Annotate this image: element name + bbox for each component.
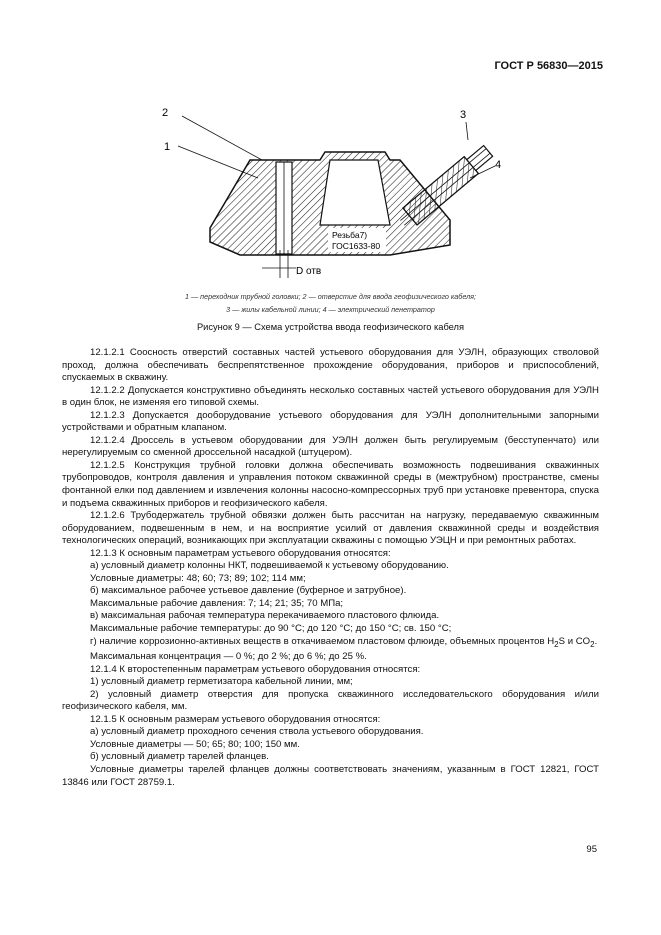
paragraph-g: г) наличие коррозионно-активных веществ в откачиваемом пластовом флюиде, объемных процентов $H_2S$ и $CO_2$. bbox=[90, 635, 598, 649]
thread-label-1: Резьба7) bbox=[332, 230, 368, 240]
paragraph: 12.1.2.2 Допускается конструктивно объединять несколько составных частей устьевого оборудования для УЭЛН в один блок, не изменяя его типовой схемы. bbox=[62, 384, 599, 409]
paragraph: 12.1.2.3 Допускается дооборудование устьевого оборудования для УЭЛН дополнительными запорными устройствами и обратным клапаном. bbox=[62, 409, 599, 434]
wellhead-diagram bbox=[150, 100, 510, 280]
paragraph: Максимальные рабочие температуры: до 90 °С; до 120 °С; до 150 °С; св. 150 °С; bbox=[90, 623, 452, 635]
paragraph: 12.1.2.5 Конструкция трубной головки должна обеспечивать возможность подвешивания скважинных трубопроводов, контроля давления и управления потоком скважинной среды в (межтрубном) пространстве, смены фонтанной елки под давлением и извлечения колонны насосно-компрессорных труб при установке превентора, спуска и подъема скважинных приборов и геофизического кабеля. bbox=[62, 459, 599, 509]
paragraph: б) условный диаметр тарелей фланцев. bbox=[90, 751, 269, 763]
paragraph: б) максимальное рабочее устьевое давление (буферное и затрубное). bbox=[90, 585, 407, 597]
paragraph: Условные диаметры — 50; 65; 80; 100; 150 мм. bbox=[90, 738, 300, 750]
callout-4: 4 bbox=[495, 159, 502, 171]
paragraph: Условные диаметры тарелей фланцев должны соответствовать значениям, указанным в ГОСТ 12821, ГОСТ 13846 или ГОСТ 28759.1. bbox=[62, 763, 599, 788]
paragraph: а) условный диаметр колонны НКТ, подвешиваемой к устьевому оборудованию. bbox=[90, 560, 449, 572]
paragraph: а) условный диаметр проходного сечения ствола устьевого оборудования. bbox=[90, 726, 424, 738]
body-text bbox=[62, 347, 599, 789]
figure-caption: Рисунок 9 — Схема устройства ввода геофизического кабеля bbox=[196, 322, 464, 332]
central-bore bbox=[320, 160, 390, 225]
callout-3: 3 bbox=[460, 109, 467, 121]
paragraph: 2) условный диаметр отверстия для пропуска скважинного исследовательского оборудования и/или геофизического кабеля, мм. bbox=[62, 688, 599, 713]
paragraph: Максимальная концентрация — 0 %; до 2 %; до 6 %; до 25 %. bbox=[90, 651, 367, 663]
paragraph: Максимальные рабочие давления: 7; 14; 21; 35; 70 МПа; bbox=[90, 597, 344, 609]
paragraph: 12.1.3 К основным параметрам устьевого оборудования относятся: bbox=[90, 547, 391, 559]
dimension-label: D отв bbox=[296, 266, 322, 277]
callout-1: 1 bbox=[164, 141, 171, 153]
paragraph: 12.1.2.4 Дроссель в устьевом оборудовании для УЭЛН должен быть регулируемым (бесступенчато) или нерегулируемым со сменной дроссельной насадкой (штуцером). bbox=[62, 434, 599, 459]
thread-label-2: ГОС1633-80 bbox=[332, 241, 381, 251]
paragraph: 1) условный диаметр герметизатора кабельной линии, мм; bbox=[90, 676, 353, 688]
paragraph: 12.1.2.6 Трубодержатель трубной обвязки должен быть рассчитан на нагрузку, передаваемую скважинным оборудованием, подвешенным в нем, и на восприятие усилий от давления скважинной среды и воздействия технологических операций, возникающих при эксплуатации скважины с помощью УЭЦН и при ремонтных работах. bbox=[62, 510, 599, 547]
paragraph: 12.1.4 К второстепенным параметрам устьевого оборудования относятся: bbox=[90, 663, 421, 675]
page-number: 95 bbox=[586, 844, 597, 855]
paragraph: 12.1.5 К основным размерам устьевого оборудования относятся: bbox=[90, 713, 381, 725]
callout-2: 2 bbox=[162, 107, 169, 119]
figure-legend-line-2: 3 — жилы кабельной линии; 4 — электрический пенетратор bbox=[226, 305, 435, 314]
paragraph: Условные диаметры: 48; 60; 73; 89; 102; 114 мм; bbox=[90, 572, 306, 584]
document-header: ГОСТ Р 56830—2015 bbox=[494, 60, 603, 72]
paragraph: в) максимальная рабочая температура перекачиваемого пластового флюида. bbox=[90, 610, 440, 622]
paragraph: 12.1.2.1 Соосность отверстий составных частей устьевого оборудования для УЭЛН, образующих стволовой проход, должна обеспечивать беспрепятственное прохождение оборудования, приборов и приспособлений, спускаемых в скважину. bbox=[62, 347, 599, 384]
figure-legend-line-1: 1 — переходник трубной головки; 2 — отверстие для ввода геофизического кабеля; bbox=[185, 292, 476, 301]
